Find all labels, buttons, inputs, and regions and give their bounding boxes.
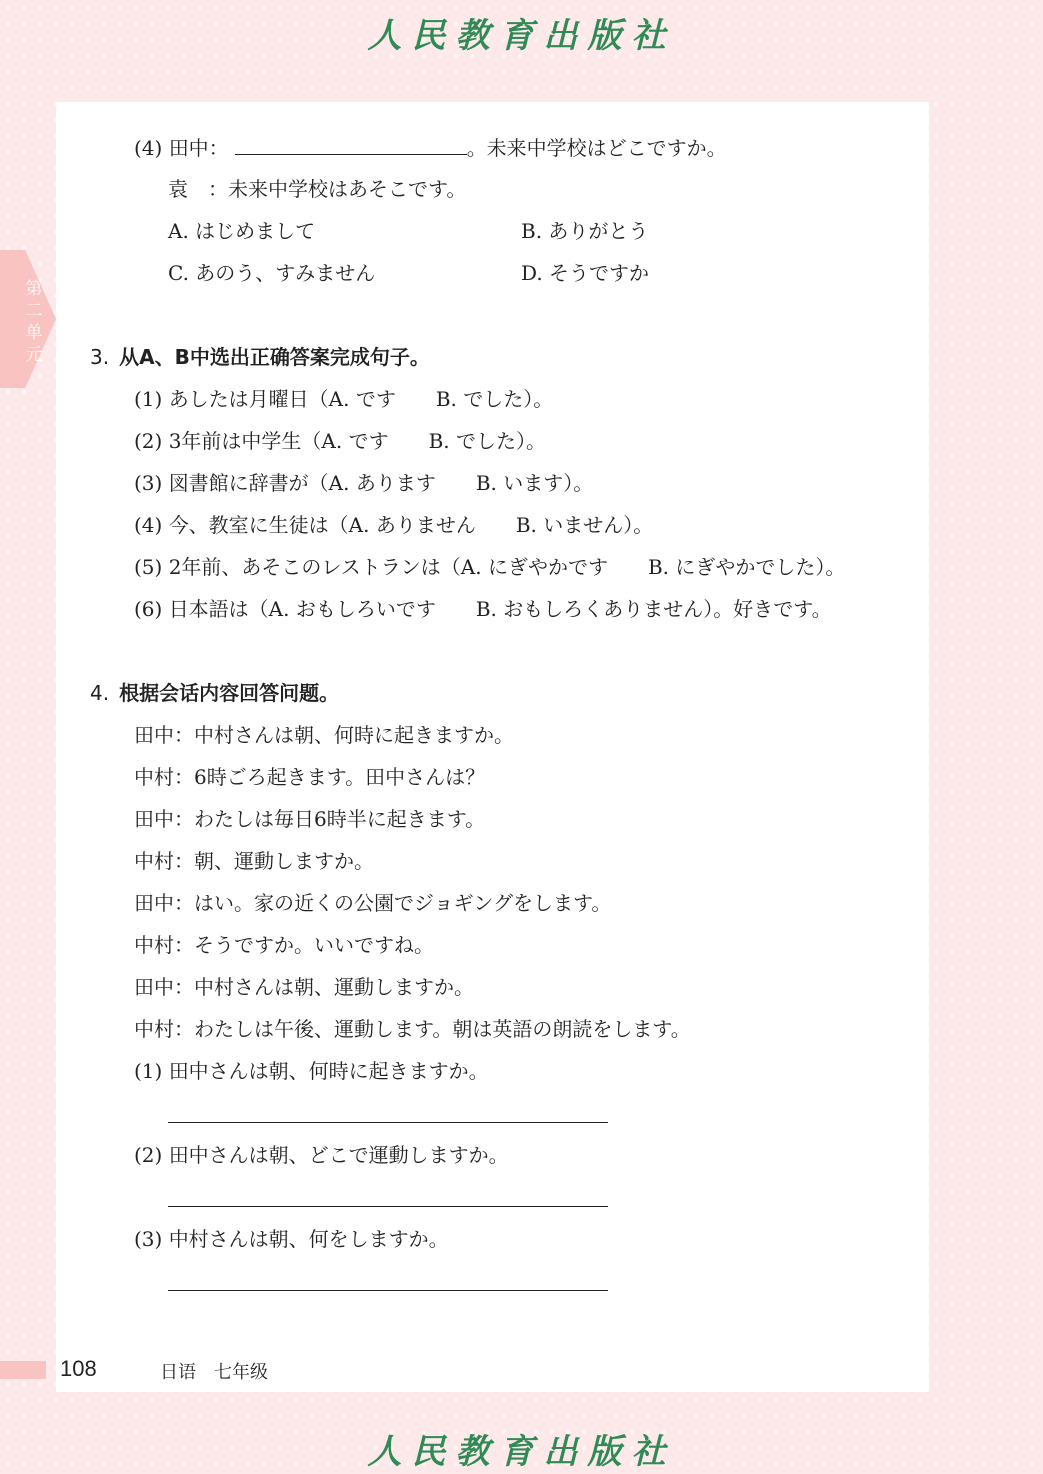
section3-item: (2) 3年前は中学生（A. です B. でした）。 <box>134 429 546 453</box>
section3-item: (6) 日本語は（A. おもしろいです B. おもしろくありません）。好きです。 <box>134 597 832 621</box>
section3-item: (4) 今、教室に生徒は（A. ありません B. いません）。 <box>134 513 654 537</box>
q2-option-c: C. あのう、すみません <box>168 261 376 285</box>
section3-number: 3. <box>90 345 110 369</box>
q2-item4-blank <box>235 134 467 155</box>
section4-heading <box>90 680 339 706</box>
page-number: 108 <box>60 1356 97 1381</box>
q2-item4-speaker: (4) 田中： <box>134 136 229 160</box>
unit-tab-label: 第二单元 <box>25 279 43 365</box>
section3-title: 从A、B中选出正确答案完成句子。 <box>119 345 430 369</box>
q2-item4-line <box>134 134 727 161</box>
section4-question: (2) 田中さんは朝、どこで運動しますか。 <box>134 1143 509 1167</box>
publisher-logo-bottom: 人民教育出版社 <box>367 1432 676 1472</box>
dialogue-line: 中村：6時ごろ起きます。田中さんは？ <box>134 765 486 789</box>
q2-option-a: A. はじめまして <box>168 219 316 243</box>
section4-number: 4. <box>90 681 110 705</box>
section3-item: (5) 2年前、あそこのレストランは（A. にぎやかです B. にぎやかでした）。 <box>134 555 846 579</box>
dialogue-line: 中村：そうですか。いいですね。 <box>134 933 434 957</box>
q2-item4-after-blank: 。未来中学校はどこですか。 <box>466 136 727 160</box>
dialogue-line: 中村：朝、運動しますか。 <box>134 849 374 873</box>
section4-title: 根据会话内容回答问题。 <box>119 681 340 705</box>
footer-accent-bar <box>0 1361 46 1379</box>
section4-question: (1) 田中さんは朝、何時に起きますか。 <box>134 1059 489 1083</box>
dialogue-line: 田中：中村さんは朝、何時に起きますか。 <box>134 723 514 747</box>
dialogue-line: 田中：はい。家の近くの公園でジョギングをします。 <box>134 891 612 915</box>
answer-line[interactable] <box>168 1290 608 1291</box>
section4-question: (3) 中村さんは朝、何をしますか。 <box>134 1227 449 1251</box>
q2-item4-reply: 袁 ：未来中学校はあそこです。 <box>168 177 467 201</box>
q2-option-d: D. そうですか <box>521 261 650 285</box>
answer-line[interactable] <box>168 1206 608 1207</box>
dialogue-line: 中村：わたしは午後、運動します。朝は英語の朗読をします。 <box>134 1017 691 1041</box>
book-title: 日语 七年级 <box>160 1362 268 1383</box>
section3-item: (3) 図書館に辞書が（A. あります B. います）。 <box>134 471 594 495</box>
section3-heading <box>90 344 430 370</box>
answer-line[interactable] <box>168 1122 608 1123</box>
dialogue-line: 田中：わたしは毎日6時半に起きます。 <box>134 807 486 831</box>
section3-item: (1) あしたは月曜日（A. です B. でした）。 <box>134 387 554 411</box>
dialogue-line: 田中：中村さんは朝、運動しますか。 <box>134 975 474 999</box>
publisher-logo-top: 人民教育出版社 <box>367 16 676 56</box>
q2-option-b: B. ありがとう <box>521 219 649 243</box>
